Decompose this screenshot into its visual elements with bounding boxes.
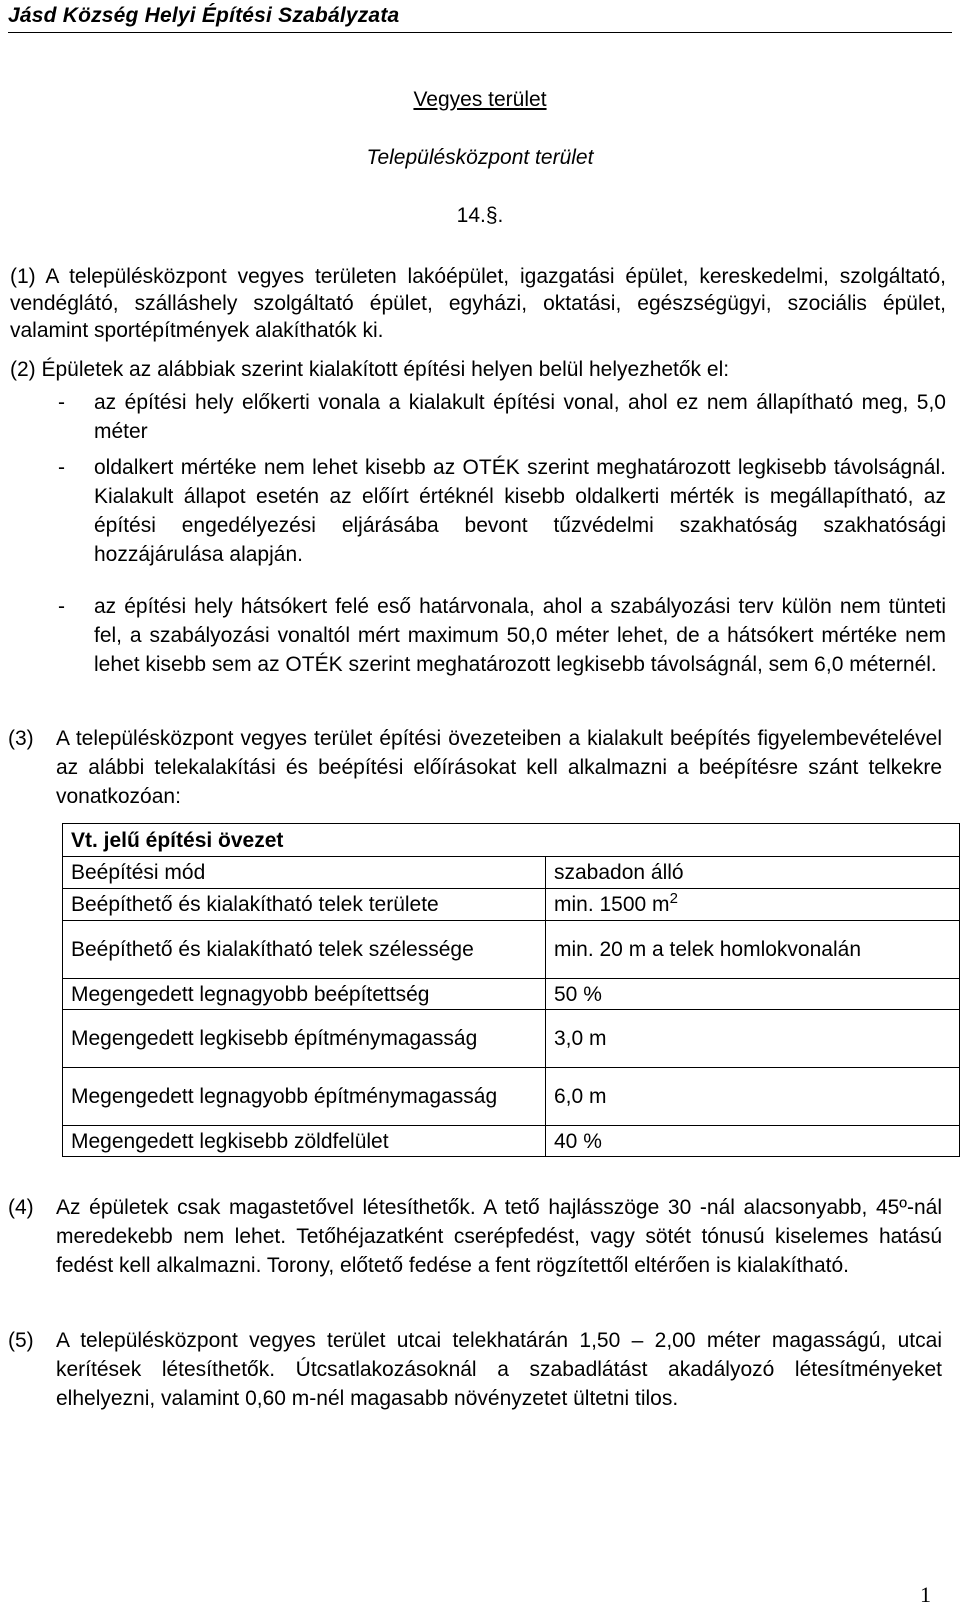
row-label: Beépíthető és kialakítható telek szélessége (63, 921, 546, 979)
row-value: szabadon álló (546, 857, 960, 889)
list-item-text: az építési hely előkerti vonala a kialakult építési vonal, ahol ez nem állapítható meg, 5,0 méter (94, 391, 946, 443)
paragraph-2: (2) Épületek az alábbiak szerint kialakított építési helyen belül helyezhetők el: (10, 358, 730, 381)
row-value: 40 % (546, 1126, 960, 1157)
list-item-text: oldalkert mértéke nem lehet kisebb az OTÉK szerint meghatározott legkisebb távolságnál. Kialakult állapot esetén az előírt értéknél kisebb oldalkerti mérték is megállapítható, az építési engedélyezési eljárásába bevont tűzvédelmi szakhatóság szakhatósági hozzájárulása alapján. (94, 456, 946, 566)
paragraph-number: (4) (8, 1196, 34, 1219)
table-row (63, 1126, 960, 1157)
table-row (63, 979, 960, 1010)
paragraph-text: A településközpont vegyes terület utcai telekhatárán 1,50 – 2,00 méter magasságú, utcai kerítések létesíthetők. Útcsatlakozásoknál a szabadlátást akadályozó létesítményeket elhelyezni, valamint 0,60 m-nél magasabb növényzetet ültetni tilos. (56, 1329, 942, 1410)
zoning-table (62, 823, 960, 1157)
row-value-cell (546, 889, 960, 921)
heading-vegyes-terulet (0, 88, 960, 112)
row-label: Beépíthető és kialakítható telek területe (63, 889, 546, 921)
row-label: Beépítési mód (63, 857, 546, 889)
table-row (63, 1010, 960, 1068)
row-label: Megengedett legnagyobb építménymagasság (63, 1068, 546, 1126)
heading-text: Vegyes terület (413, 88, 547, 111)
dash-marker: - (58, 456, 65, 479)
row-value: 6,0 m (546, 1068, 960, 1126)
row-label: Megengedett legkisebb zöldfelület (63, 1126, 546, 1157)
page-header (8, 2, 952, 33)
row-value: min. 20 m a telek homlokvonalán (546, 921, 960, 979)
row-label: Megengedett legkisebb építménymagasság (63, 1010, 546, 1068)
paragraph-number: (3) (8, 727, 34, 750)
table-row (63, 1068, 960, 1126)
page-number: 1 (920, 1582, 931, 1607)
heading-telepuleskozpont: Településközpont terület (366, 146, 594, 169)
row-value: 3,0 m (546, 1010, 960, 1068)
document-title: Jásd Község Helyi Építési Szabályzata (8, 4, 400, 27)
paragraph-1: (1) A településközpont vegyes területen lakóépület, igazgatási épület, kereskedelmi, szolgáltató, vendéglátó, szálláshely szolgáltató épület, egyházi, oktatási, egészségügyi, szociális épület, valamint sportépítmények alakíthatók ki. (10, 265, 946, 342)
row-value: 50 % (546, 979, 960, 1010)
row-value-superscript: 2 (669, 890, 678, 907)
paragraph-text: Az épületek csak magastetővel létesíthetők. A tető hajlásszöge 30 -nál alacsonyabb, 45º-nál meredekebb nem lehet. Tetőhéjazatként cserépfedést, vagy sötét tónusú kiselemes hatású fedést kell alkalmazni. Torony, előtető fedése a fent rögzítettől eltérően is kialakítható. (56, 1196, 942, 1277)
table-header-row (63, 824, 960, 857)
row-value: min. 1500 m (554, 893, 670, 916)
section-number: 14.§. (456, 204, 504, 227)
dash-marker: - (58, 595, 65, 618)
table-row (63, 889, 960, 921)
table-header: Vt. jelű építési övezet (63, 824, 960, 857)
table-row (63, 857, 960, 889)
list-item-text: az építési hely hátsókert felé eső határvonala, ahol a szabályozási terv külön nem tünteti fel, a szabályozási vonaltól mért maximum 50,0 méter lehet, de a hátsókert mértéke nem lehet kisebb sem az OTÉK szerint meghatározott legkisebb távolságnál, sem 6,0 méternél. (94, 595, 946, 676)
table-row (63, 921, 960, 979)
paragraph-text: A településközpont vegyes terület építési övezeteiben a kialakult beépítés figyelembevételével az alábbi telekalakítási és beépítési előírásokat kell alkalmazni a beépítésre szánt telkekre vonatkozóan: (56, 727, 942, 808)
paragraph-number: (5) (8, 1329, 34, 1352)
dash-marker: - (58, 391, 65, 414)
row-label: Megengedett legnagyobb beépítettség (63, 979, 546, 1010)
